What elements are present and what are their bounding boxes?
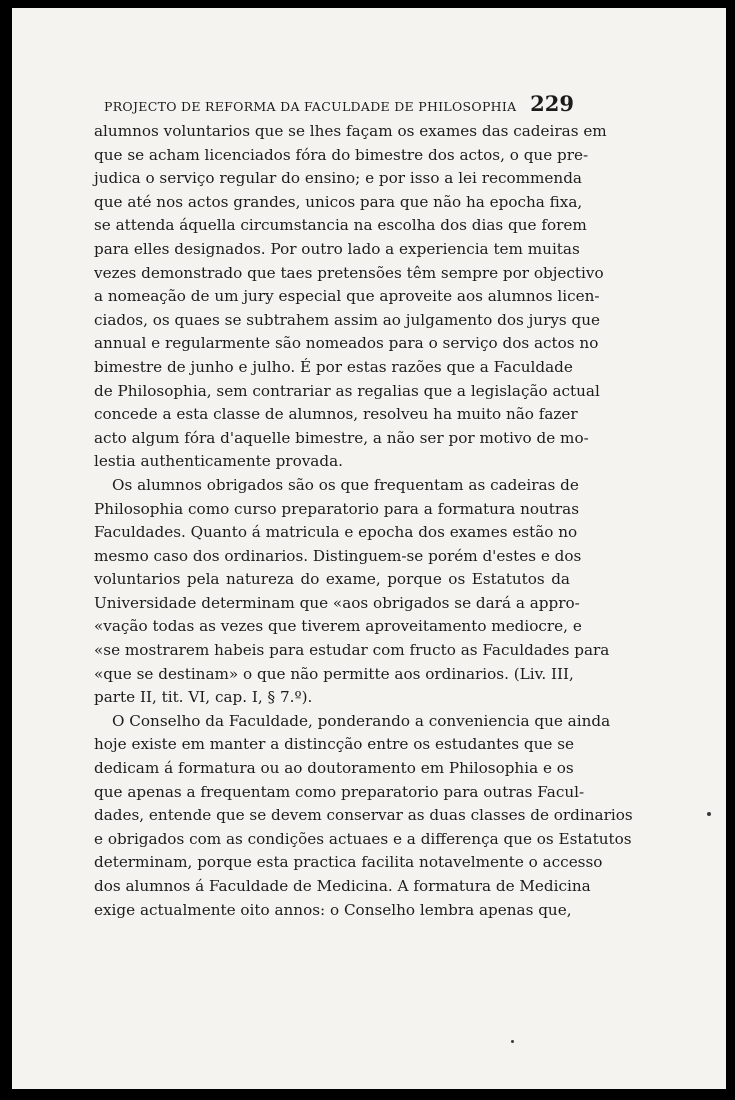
text-line: annual e regularmente são nomeados para o serviço dos actos no — [94, 334, 599, 353]
text-line: de Philosophia, sem contrariar as regalias que a legislação actual — [94, 381, 600, 400]
text-line: vezes demonstrado que taes pretensões têm sempre por objectivo — [94, 263, 604, 282]
text-line: «se mostrarem habeis para estudar com fructo as Faculdades para — [94, 641, 610, 660]
running-header — [104, 91, 574, 117]
text-line: judica o serviço regular do ensino; e por isso a lei recommenda — [94, 169, 582, 188]
text-line: acto algum fóra d'aquelle bimestre, a não ser por motivo de mo- — [94, 428, 589, 447]
text-line: determinam, porque esta practica facilita notavelmente o accesso — [94, 853, 603, 872]
text-line: lestia authenticamente provada. — [94, 452, 343, 471]
text-line: que se acham licenciados fóra do bimestre dos actos, o que pre- — [94, 145, 589, 164]
text-line: exige actualmente oito annos: o Conselho lembra apenas que, — [94, 900, 572, 919]
ink-speck — [707, 812, 711, 816]
text-line: Universidade determinam que «aos obrigados se dará a appro- — [94, 593, 580, 612]
running-title: PROJECTO DE REFORMA DA FACULDADE DE PHILOSOPHIA — [104, 99, 517, 114]
text-line: alumnos voluntarios que se lhes façam os exames das cadeiras em — [94, 122, 607, 140]
text-line: parte II, tit. VI, cap. I, § 7.º). — [94, 688, 313, 707]
text-line: bimestre de junho e julho. É por estas razões que a Faculdade — [94, 357, 573, 376]
text-line: «que se destinam» o que não permitte aos ordinarios. (Liv. III, — [94, 664, 574, 683]
text-line: dedicam á formatura ou ao doutoramento em Philosophia e os — [94, 759, 574, 778]
text-line: que até nos actos grandes, unicos para que não ha epocha fixa, — [94, 192, 583, 211]
text-line: «vação todas as vezes que tiverem aproveitamento mediocre, e — [94, 617, 582, 636]
text-line: a nomeação de um jury especial que aproveite aos alumnos licen- — [94, 287, 600, 306]
text-line: ciados, os quaes se subtrahem assim ao julgamento dos jurys que — [94, 310, 601, 329]
text-line: hoje existe em manter a distincção entre os estudantes que se — [94, 735, 574, 754]
text-line: Philosophia como curso preparatorio para a formatura noutras — [94, 499, 579, 518]
body-text — [94, 120, 633, 922]
text-line: que apenas a frequentam como preparatorio para outras Facul- — [94, 782, 585, 801]
text-line: concede a esta classe de alumnos, resolveu ha muito não fazer — [94, 405, 578, 424]
ink-speck — [511, 1040, 514, 1043]
text-line: dos alumnos á Faculdade de Medicina. A formatura de Medicina — [94, 877, 591, 895]
text-line: voluntarios pela natureza do exame, porque os Estatutos da — [94, 570, 570, 589]
text-line: e obrigados com as condições actuaes e a differença que os Estatutos — [94, 829, 632, 848]
text-line: O Conselho da Faculdade, ponderando a conveniencia que ainda — [112, 711, 611, 730]
text-line: para elles designados. Por outro lado a experiencia tem muitas — [94, 239, 580, 258]
text-line: Faculdades. Quanto á matricula e epocha dos exames estão no — [94, 523, 578, 542]
text-line: se attenda áquella circumstancia na escolha dos dias que forem — [94, 216, 587, 235]
text-line: Os alumnos obrigados são os que frequentam as cadeiras de — [112, 475, 579, 494]
text-line: dades, entende que se devem conservar as duas classes de ordinarios — [94, 806, 633, 825]
page-number: 229 — [530, 91, 574, 116]
text-line: mesmo caso dos ordinarios. Distinguem-se porém d'estes e dos — [94, 546, 582, 565]
